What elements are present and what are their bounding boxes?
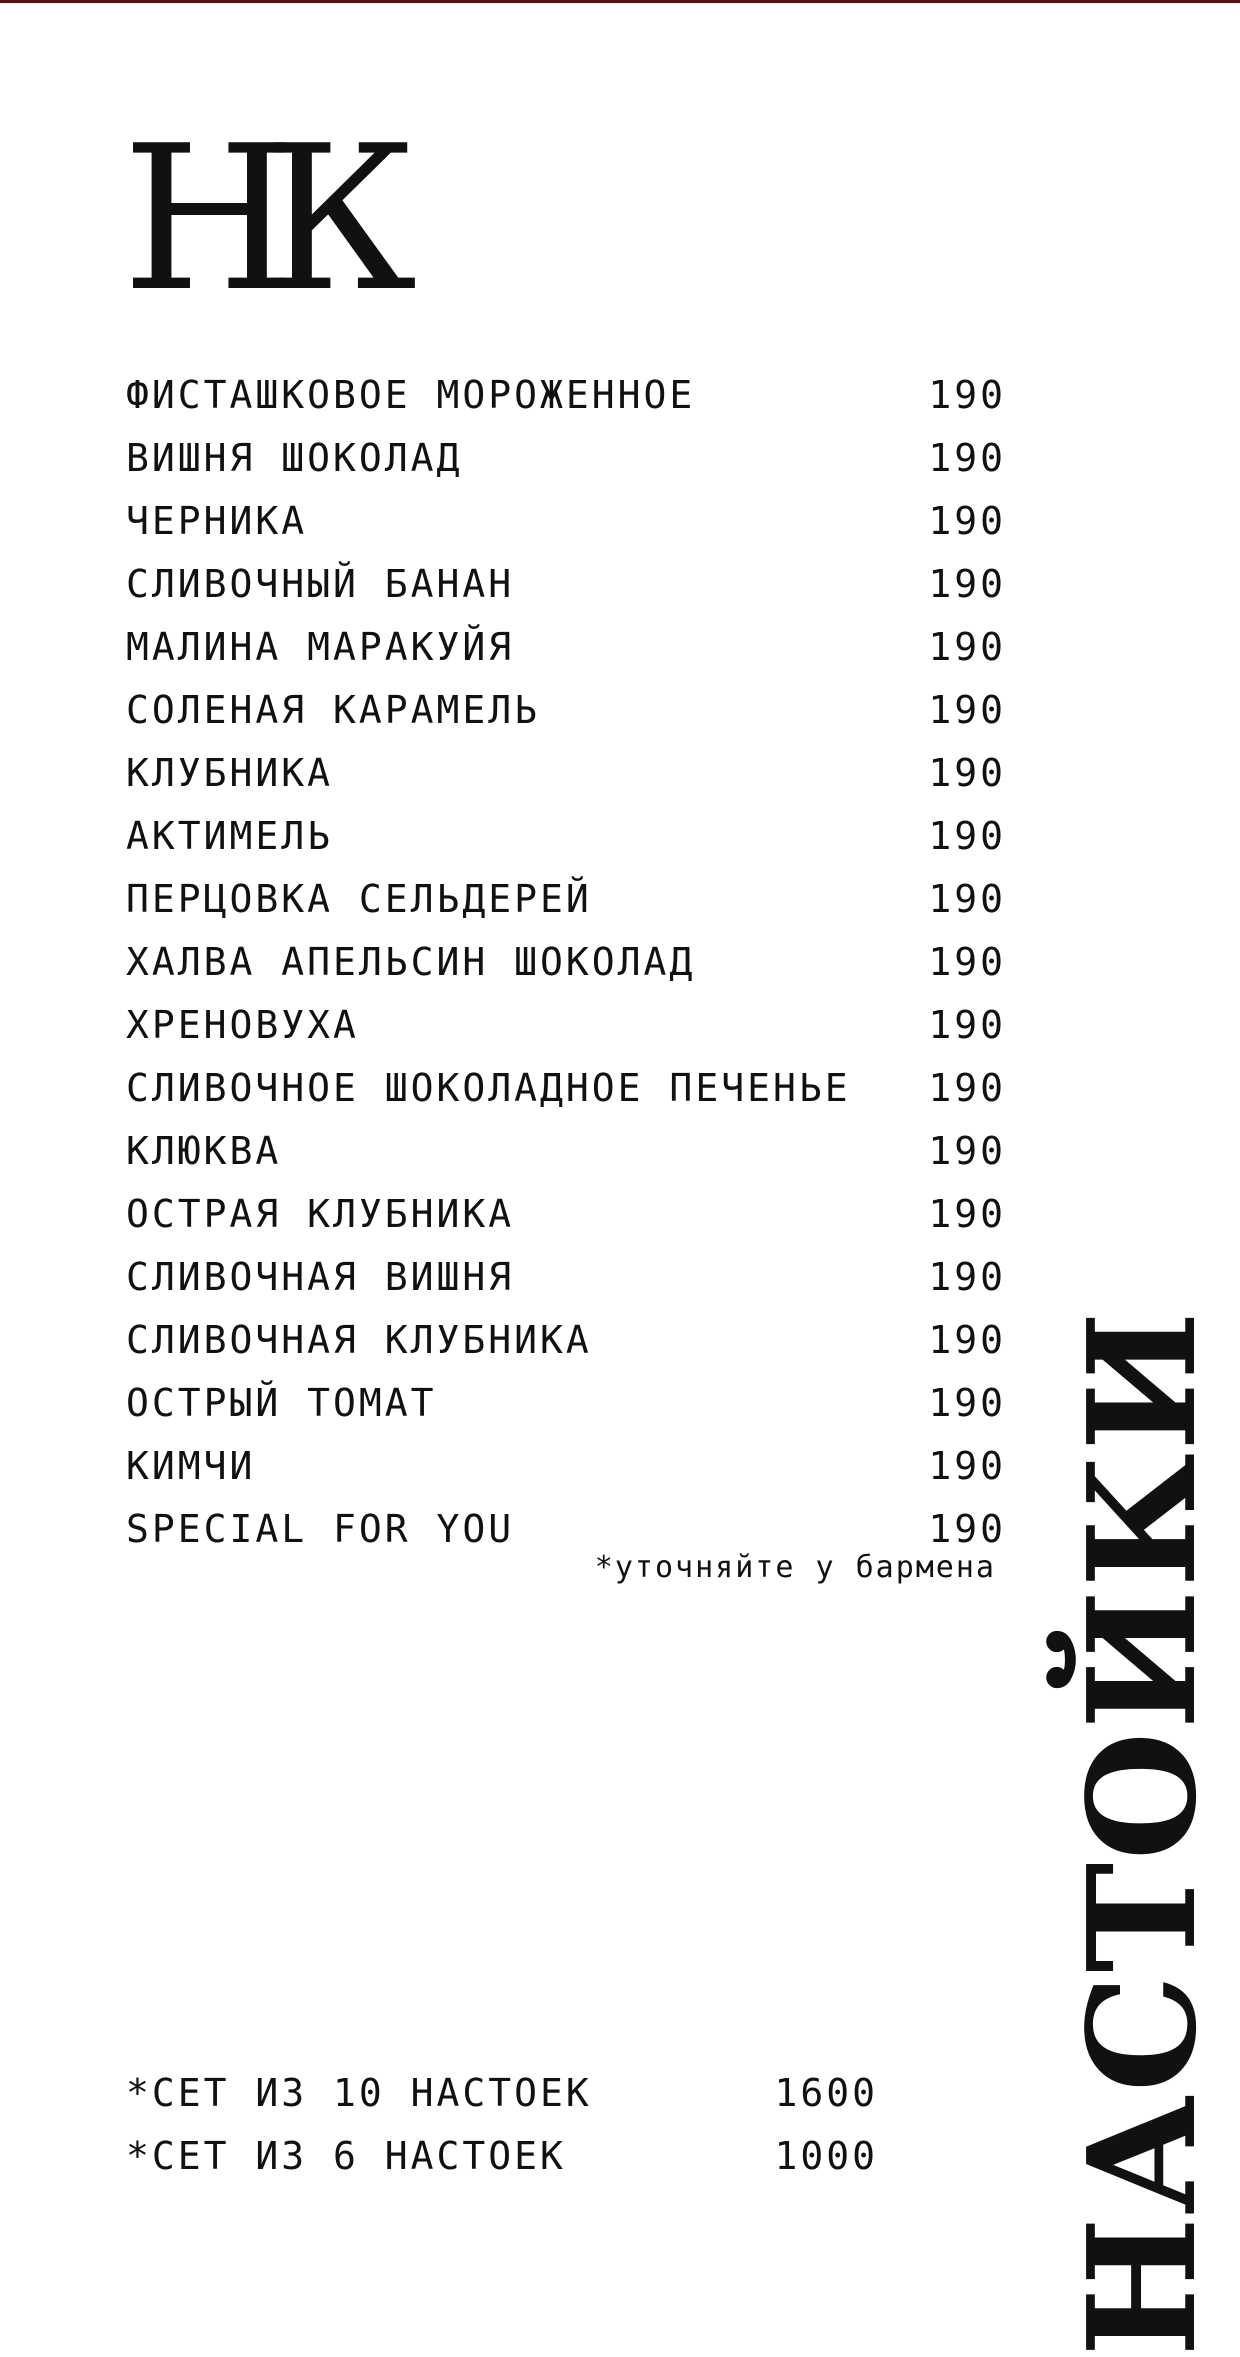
menu-item-name: СЛИВОЧНАЯ ВИШНЯ [126, 1255, 515, 1299]
menu-item-price: 190 [928, 1192, 1006, 1236]
menu-item-name: АКТИМЕЛЬ [126, 814, 334, 858]
menu-item-name: ОСТРАЯ КЛУБНИКА [126, 1192, 515, 1236]
menu-item-name: ХАЛВА АПЕЛЬСИН ШОКОЛАД [126, 940, 696, 984]
menu-item-name: СЛИВОЧНАЯ КЛУБНИКА [126, 1318, 592, 1362]
menu-item [126, 622, 1006, 685]
set-item-name: *СЕТ ИЗ 10 НАСТОЕК [126, 2071, 592, 2115]
menu-item [126, 496, 1006, 559]
menu-item [126, 685, 1006, 748]
set-item-name: *СЕТ ИЗ 6 НАСТОЕК [126, 2134, 566, 2178]
menu-item [126, 1252, 1006, 1315]
menu-item-price: 190 [928, 688, 1006, 732]
menu-item-price: 190 [928, 1003, 1006, 1047]
menu-list [126, 370, 1006, 1567]
menu-item-price: 190 [928, 499, 1006, 543]
menu-item-price: 190 [928, 625, 1006, 669]
menu-item-name: СЛИВОЧНОЕ ШОКОЛАДНОЕ ПЕЧЕНЬЕ [126, 1066, 851, 1110]
menu-item [126, 1441, 1006, 1504]
menu-item [126, 1126, 1006, 1189]
menu-item-price: 190 [928, 751, 1006, 795]
menu-item-name: СЛИВОЧНЫЙ БАНАН [126, 562, 515, 606]
menu-item-price: 190 [928, 940, 1006, 984]
menu-item [126, 1063, 1006, 1126]
menu-item [126, 811, 1006, 874]
menu-item-name: СОЛЕНАЯ КАРАМЕЛЬ [126, 688, 541, 732]
menu-item-name: ОСТРЫЙ ТОМАТ [126, 1381, 437, 1425]
menu-item [126, 874, 1006, 937]
logo: НК [122, 103, 384, 336]
menu-item-price: 190 [928, 1381, 1006, 1425]
menu-item-name: ВИШНЯ ШОКОЛАД [126, 436, 463, 480]
menu-item-name: ПЕРЦОВКА СЕЛЬДЕРЕЙ [126, 877, 592, 921]
menu-item-price: 190 [928, 1318, 1006, 1362]
menu-item-price: 190 [928, 562, 1006, 606]
menu-item-name: КИМЧИ [126, 1444, 256, 1488]
menu-item-price: 190 [928, 1255, 1006, 1299]
menu-item [126, 559, 1006, 622]
menu-item [126, 433, 1006, 496]
menu-item-price: 190 [928, 1066, 1006, 1110]
menu-item-name: МАЛИНА МАРАКУЙЯ [126, 625, 515, 669]
menu-item-price: 190 [928, 436, 1006, 480]
menu-item [126, 937, 1006, 1000]
bartender-note: *уточняйте у бармена [594, 1550, 996, 1585]
menu-item [126, 1378, 1006, 1441]
menu-item [126, 370, 1006, 433]
sets-list [126, 2068, 878, 2194]
menu-item-name: КЛУБНИКА [126, 751, 334, 795]
menu-item-price: 190 [928, 373, 1006, 417]
set-item [126, 2068, 878, 2131]
set-item-price: 1000 [774, 2134, 878, 2178]
top-rule [0, 0, 1240, 3]
menu-item [126, 748, 1006, 811]
menu-item-name: ЧЕРНИКА [126, 499, 308, 543]
menu-item-name: КЛЮКВА [126, 1129, 282, 1173]
menu-item-name: ХРЕНОВУХА [126, 1003, 359, 1047]
menu-item-price: 190 [928, 877, 1006, 921]
set-item [126, 2131, 878, 2194]
menu-item-name: SPECIAL FOR YOU [126, 1507, 515, 1551]
menu-item-name: ФИСТАШКОВОЕ МОРОЖЕННОЕ [126, 373, 696, 417]
menu-item-price: 190 [928, 1444, 1006, 1488]
set-item-price: 1600 [774, 2071, 878, 2115]
menu-item [126, 1315, 1006, 1378]
section-title: НАСТОЙКИ [1055, 1309, 1229, 2357]
menu-item-price: 190 [928, 814, 1006, 858]
menu-item-price: 190 [928, 1129, 1006, 1173]
menu-item-price: 190 [928, 1507, 1006, 1551]
menu-item [126, 1000, 1006, 1063]
menu-item [126, 1189, 1006, 1252]
